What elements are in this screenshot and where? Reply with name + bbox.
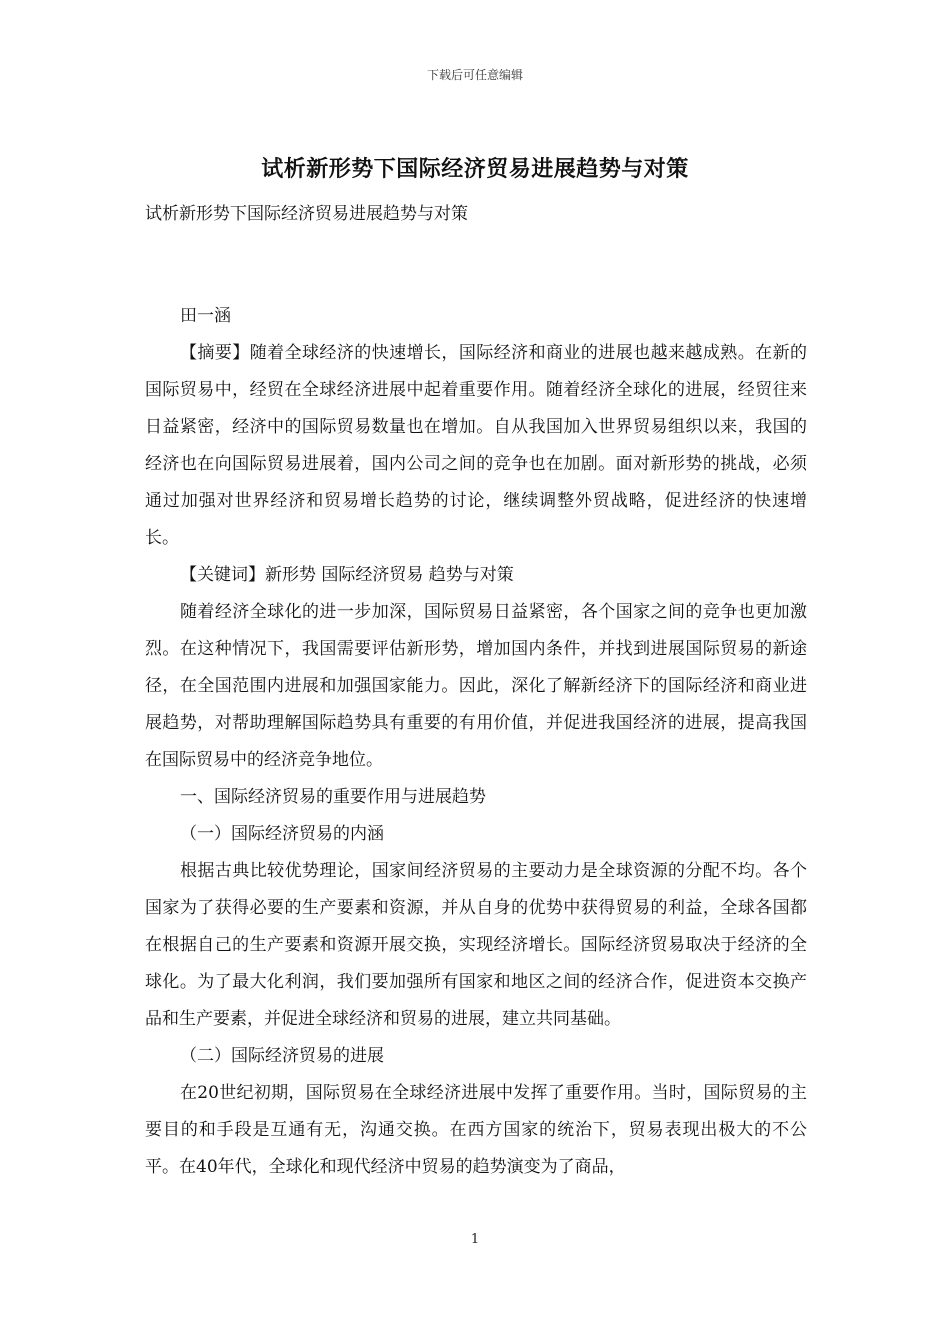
author-name: 田一涵 <box>180 306 231 326</box>
page-number: 1 <box>470 1232 480 1247</box>
section-heading-1: 一、国际经济贸易的重要作用与进展趋势 <box>180 787 486 807</box>
document-title: 试析新形势下国际经济贸易进展趋势与对策 <box>261 156 689 182</box>
intro-paragraph: 随着经济全球化的进一步加深，国际贸易日益紧密，各个国家之间的竞争也更加激烈。在这种情况下，我国需要评估新形势，增加国内条件，并找到进展国际贸易的新途径，在全国范围内进展和加强国家能力。因此，深化了解新经济下的国际经济和商业进展趋势，对帮助理解国际趋势具有重要的有用价值，并促进我国经济的进展，提高我国在国际贸易中的经济竞争地位。 <box>145 602 807 770</box>
document-body <box>145 200 807 1186</box>
subsection-heading-2: （二）国际经济贸易的进展 <box>180 1046 384 1066</box>
keywords-line: 【关键词】新形势 国际经济贸易 趋势与对策 <box>180 565 514 585</box>
abstract-paragraph: 【摘要】随着全球经济的快速增长，国际经济和商业的进展也越来越成熟。在新的国际贸易中，经贸在全球经济进展中起着重要作用。随着经济全球化的进展，经贸往来日益紧密，经济中的国际贸易数量也在增加。自从我国加入世界贸易组织以来，我国的经济也在向国际贸易进展着，国内公司之间的竞争也在加剧。面对新形势的挑战，必须通过加强对世界经济和贸易增长趋势的讨论，继续调整外贸战略，促进经济的快速增长。 <box>145 343 807 548</box>
header-note: 下载后可任意编辑 <box>426 68 523 82</box>
subsection-heading-1: （一）国际经济贸易的内涵 <box>180 824 384 844</box>
subsection-1-paragraph: 根据古典比较优势理论，国家间经济贸易的主要动力是全球资源的分配不均。各个国家为了获得必要的生产要素和资源，并从自身的优势中获得贸易的利益，全球各国都在根据自己的生产要素和资源开展交换，实现经济增长。国际经济贸易取决于经济的全球化。为了最大化利润，我们要加强所有国家和地区之间的经济合作，促进资本交换产品和生产要素，并促进全球经济和贸易的进展，建立共同基础。 <box>145 861 807 1029</box>
subsection-2-paragraph: 在20世纪初期，国际贸易在全球经济进展中发挥了重要作用。当时，国际贸易的主要目的和手段是互通有无，沟通交换。在西方国家的统治下，贸易表现出极大的不公平。在40年代，全球化和现代经济中贸易的趋势演变为了商品， <box>145 1083 807 1177</box>
document-subtitle: 试析新形势下国际经济贸易进展趋势与对策 <box>145 204 468 224</box>
